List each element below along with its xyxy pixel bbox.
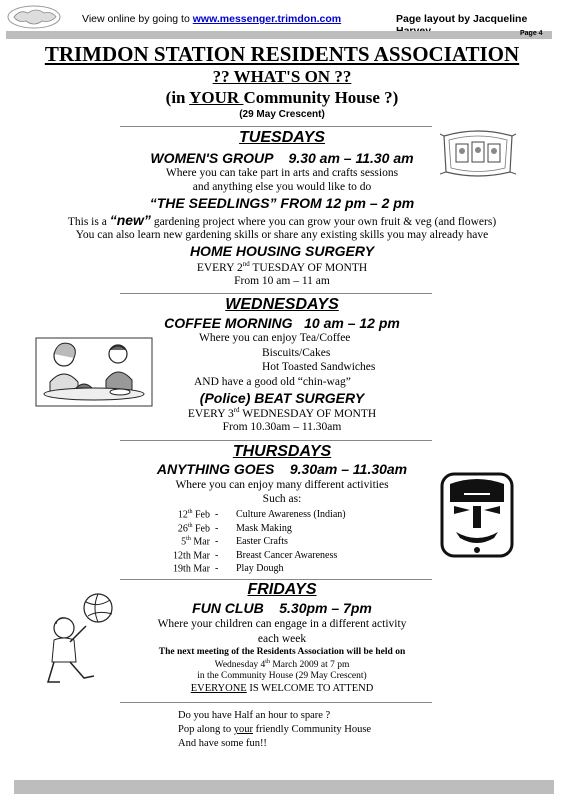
housing-surgery-time: From 10 am – 11 am bbox=[234, 275, 330, 287]
welcome-notice: EVERYONE IS WELCOME TO ATTEND bbox=[190, 683, 374, 694]
activity-name: Mask Making bbox=[236, 522, 292, 534]
friday-heading: FRIDAYS bbox=[247, 581, 317, 598]
housing-surgery-title: HOME HOUSING SURGERY bbox=[189, 243, 375, 259]
activity-dash: - bbox=[215, 563, 219, 574]
fun-club-desc-1: Where your children can engage in a different activity bbox=[157, 618, 407, 630]
page-title: TRIMDON STATION RESIDENTS ASSOCIATION bbox=[44, 42, 520, 66]
activity-date: 12th Feb bbox=[177, 509, 210, 521]
whats-on-heading: ?? WHAT'S ON ?? bbox=[212, 67, 352, 86]
beat-surgery-when: EVERY 3rd WEDNESDAY OF MONTH bbox=[187, 406, 377, 420]
layout-credit: Page layout by Jacqueline bbox=[396, 13, 528, 25]
coffee-enjoy: Where you can enjoy Tea/Coffee bbox=[199, 332, 351, 344]
beat-surgery-title: (Police) BEAT SURGERY bbox=[199, 390, 365, 406]
activity-name: Culture Awareness (Indian) bbox=[236, 509, 346, 520]
coffee-morning-title: COFFEE MORNING 10 am – 12 pm bbox=[164, 315, 400, 331]
divider bbox=[120, 579, 432, 580]
meeting-notice-1: The next meeting of the Residents Association will be held on bbox=[158, 647, 406, 657]
anything-goes-title: ANYTHING GOES 9.30am – 11.30am bbox=[156, 461, 408, 477]
online-notice: View online by going to www.messenger.trimdon.com bbox=[82, 13, 342, 25]
meeting-notice-2: Wednesday 4th March 2009 at 7 pm bbox=[214, 659, 350, 671]
divider bbox=[120, 702, 432, 703]
womens-group-desc-2: and anything else you would like to do bbox=[192, 181, 372, 193]
beat-surgery-time: From 10.30am – 11.30am bbox=[222, 421, 342, 433]
logo-icon bbox=[6, 3, 62, 31]
activity-date: 5th Mar bbox=[181, 536, 210, 548]
activity-date: 12th Mar bbox=[173, 549, 210, 561]
activity-row bbox=[0, 536, 564, 550]
activity-dash: - bbox=[215, 549, 219, 561]
housing-surgery-when: EVERY 2nd TUESDAY OF MONTH bbox=[196, 260, 368, 274]
activity-dash: - bbox=[215, 509, 219, 520]
address: (29 May Crescent) bbox=[239, 109, 325, 120]
anything-goes-desc: Where you can enjoy many different activities bbox=[175, 479, 389, 491]
activity-name: Play Dough bbox=[236, 563, 284, 574]
meeting-notice-3: in the Community House (29 May Crescent) bbox=[197, 671, 367, 681]
activity-name: Easter Crafts bbox=[236, 536, 288, 547]
community-house-heading: (in YOUR Community House ?) bbox=[165, 88, 399, 107]
footer-line-2: Pop along to your friendly Community House bbox=[178, 724, 372, 735]
divider bbox=[120, 293, 432, 294]
activity-name: Breast Cancer Awareness bbox=[236, 549, 338, 561]
divider bbox=[120, 126, 432, 127]
header-bar bbox=[6, 31, 552, 39]
seedlings-title: “THE SEEDLINGS” FROM 12 pm – 2 pm bbox=[149, 195, 415, 211]
activity-row bbox=[0, 523, 564, 537]
website-link[interactable]: www.messenger.trimdon.com bbox=[192, 13, 342, 25]
womens-group-title: WOMEN'S GROUP 9.30 am – 11.30 am bbox=[150, 150, 414, 166]
footer-line-1: Do you have Half an hour to spare ? bbox=[178, 710, 331, 721]
seedlings-desc-1: This is a “new” gardening project where you can grow your own fruit & veg (and flowers) bbox=[67, 212, 497, 228]
wednesday-heading: WEDNESDAYS bbox=[225, 296, 339, 313]
seedlings-desc-2: You can also learn new gardening skills or share any existing skills you may already have bbox=[75, 229, 489, 241]
such-as-label: Such as: bbox=[262, 493, 302, 505]
coffee-chinwag: AND have a good old “chin-wag” bbox=[194, 376, 351, 388]
activity-dash: - bbox=[215, 536, 219, 547]
fun-club-title: FUN CLUB 5.30pm – 7pm bbox=[192, 600, 372, 616]
coffee-item-biscuits: Biscuits/Cakes bbox=[262, 347, 331, 359]
womens-group-desc-1: Where you can take part in arts and crafts sessions bbox=[165, 167, 399, 179]
activity-date: 19th Mar bbox=[173, 563, 210, 575]
activity-dash: - bbox=[215, 522, 219, 534]
footer-bar bbox=[14, 780, 554, 794]
thursday-heading: THURSDAYS bbox=[232, 443, 332, 460]
fun-club-desc-2: each week bbox=[257, 633, 307, 645]
footer-line-3: And have some fun!! bbox=[178, 738, 267, 749]
activity-row bbox=[0, 550, 564, 564]
page-number: Page 4 bbox=[520, 30, 543, 37]
activity-row bbox=[0, 509, 564, 523]
activity-date: 26th Feb bbox=[177, 522, 210, 534]
coffee-item-sandwiches: Hot Toasted Sandwiches bbox=[262, 361, 376, 373]
activity-row bbox=[0, 563, 564, 577]
divider bbox=[120, 440, 432, 441]
tuesday-heading: TUESDAYS bbox=[239, 129, 325, 146]
